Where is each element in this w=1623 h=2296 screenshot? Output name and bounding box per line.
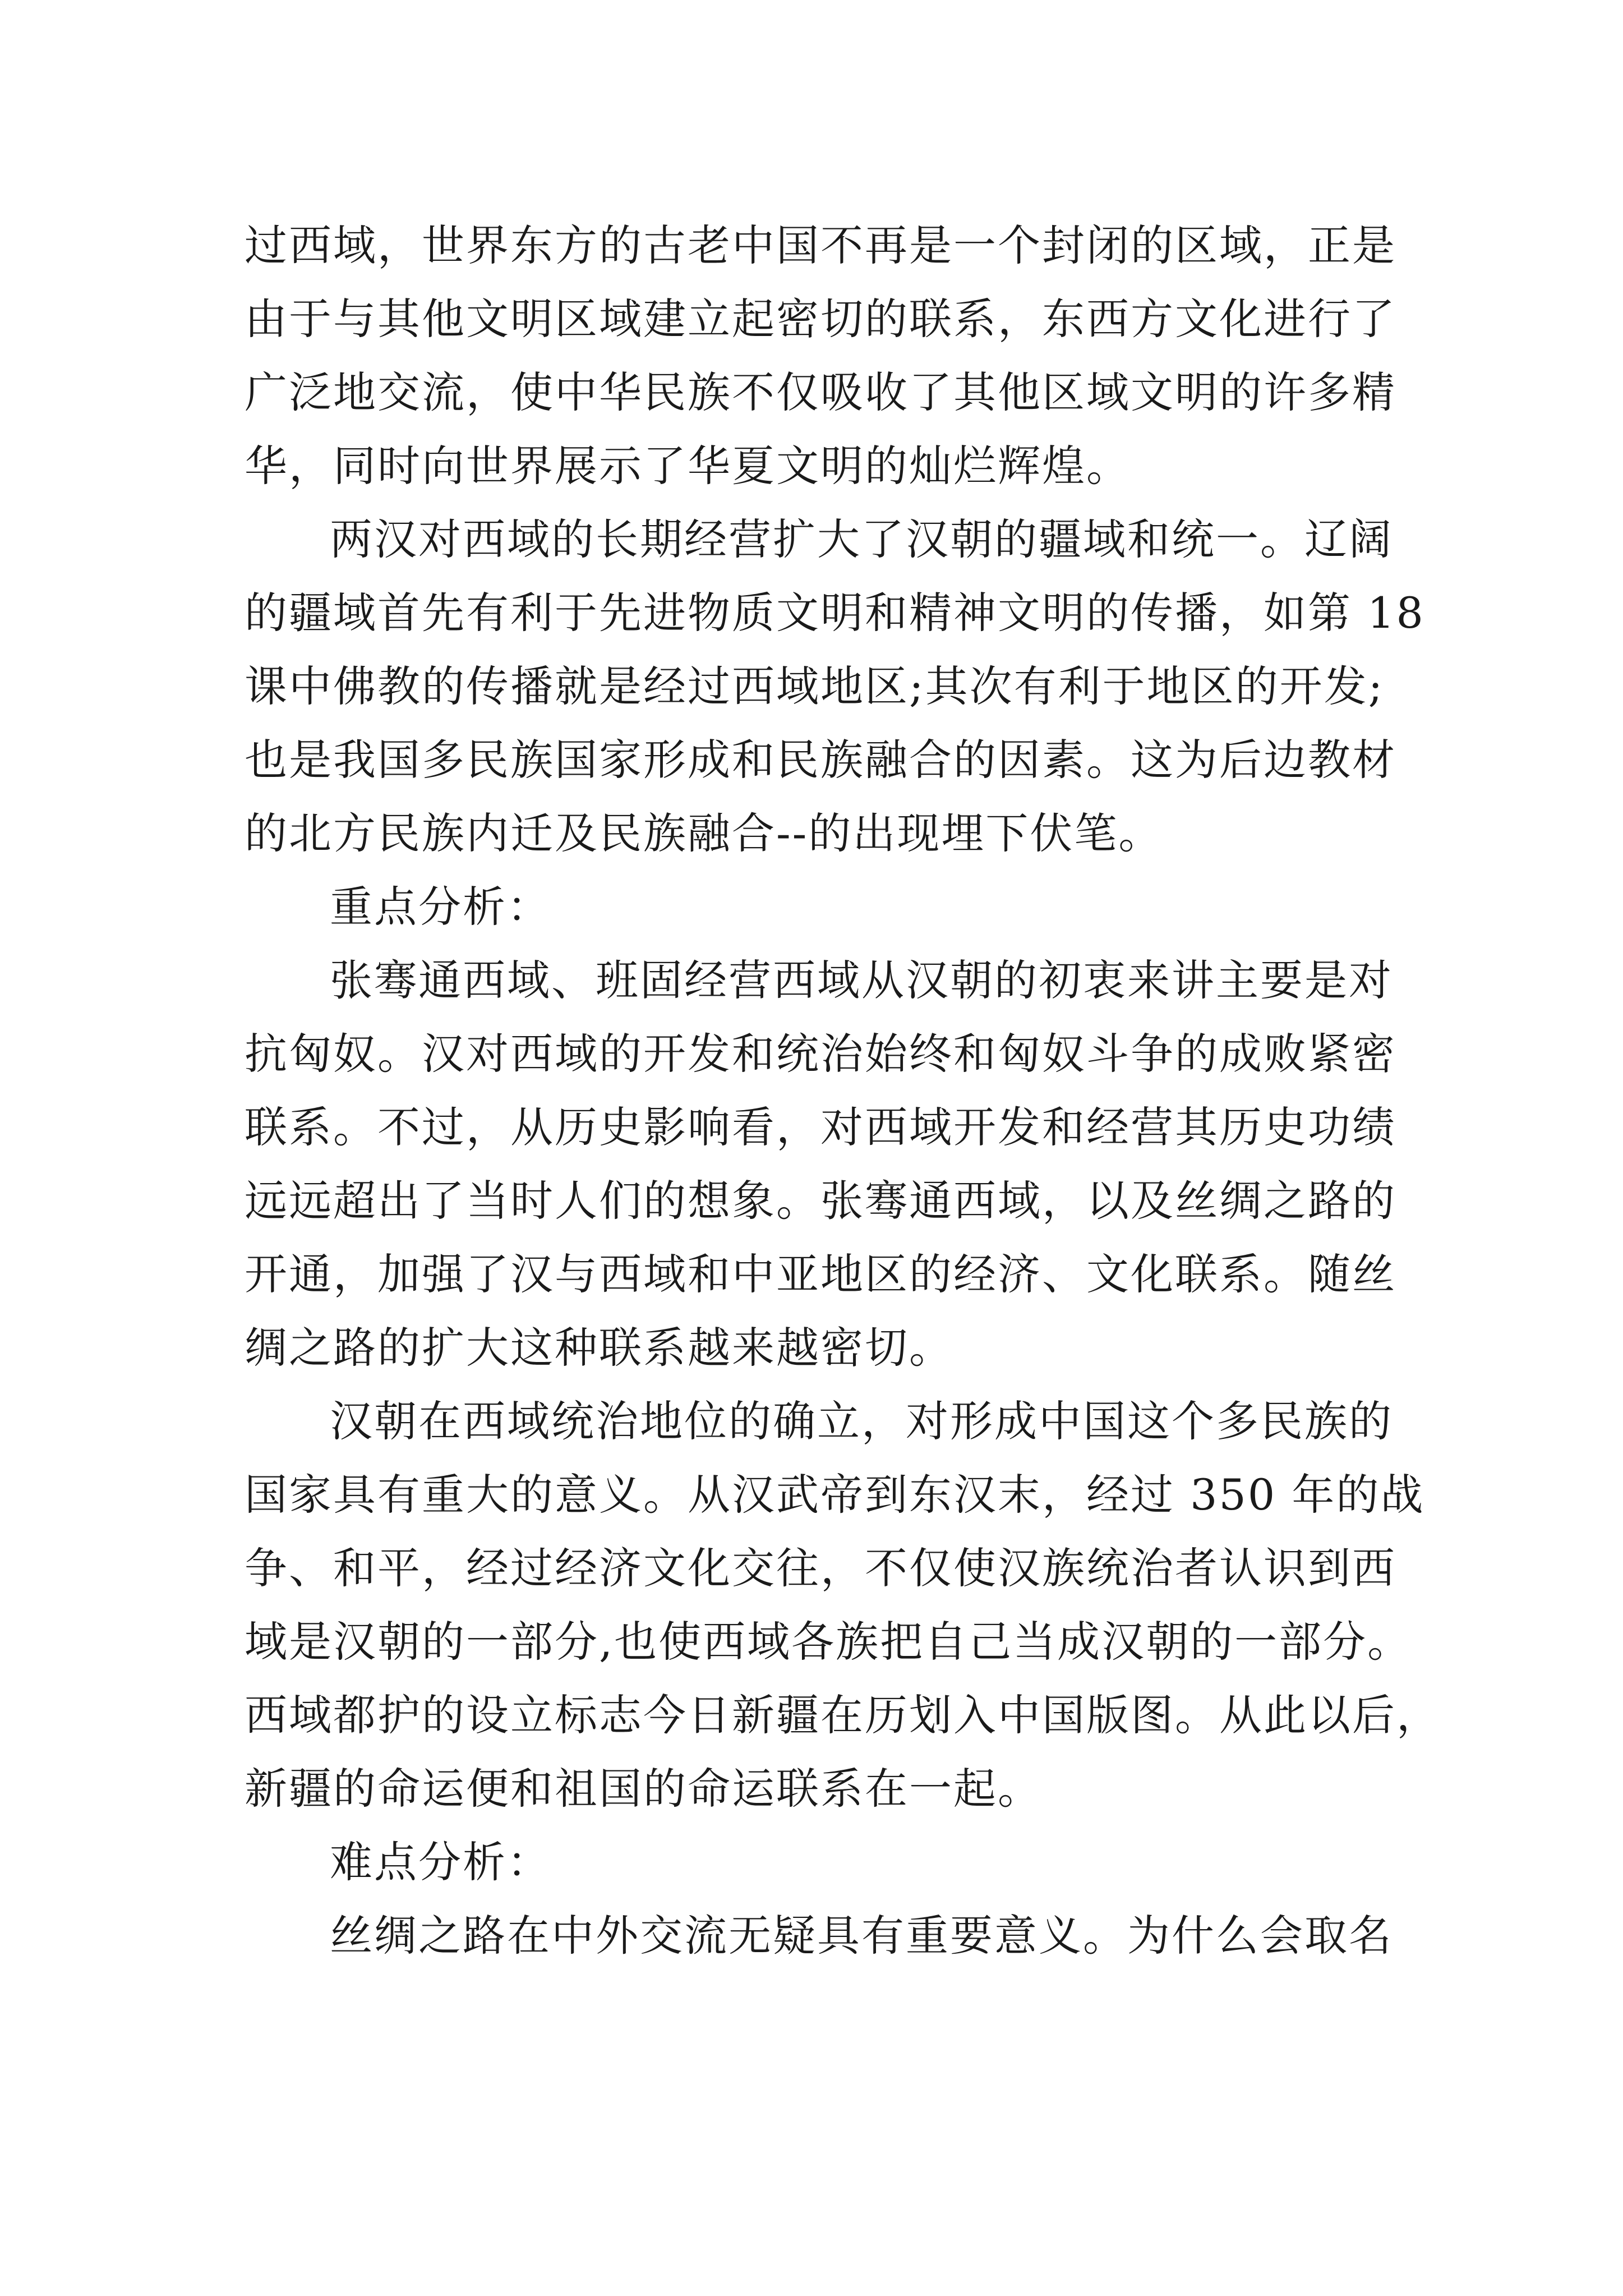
document-body [245, 209, 1441, 1972]
section-heading-key-points: 重点分析： [330, 882, 551, 932]
text-line: 西域都护的设立标志今日新疆在历划入中国版图。从此以后， [245, 1690, 1441, 1740]
text-line: 过西域，世界东方的古老中国不再是一个封闭的区域，正是 [245, 220, 1396, 270]
text-line: 的疆域首先有利于先进物质文明和精神文明的传播，如第 18 [245, 588, 1425, 638]
text-line: 也是我国多民族国家形成和民族融合的因素。这为后边教材 [245, 735, 1396, 785]
text-line: 抗匈奴。汉对西域的开发和统治始终和匈奴斗争的成败紧密 [245, 1029, 1396, 1079]
text-line: 的北方民族内迁及民族融合--的出现埋下伏笔。 [245, 808, 1163, 858]
text-line: 远远超出了当时人们的想象。张骞通西域，以及丝绸之路的 [245, 1176, 1396, 1226]
text-line: 绸之路的扩大这种联系越来越密切。 [245, 1323, 953, 1373]
paragraph-first-line: 两汉对西域的长期经营扩大了汉朝的疆域和统一。辽阔 [330, 514, 1393, 564]
text-line: 广泛地交流，使中华民族不仅吸收了其他区域文明的许多精 [245, 367, 1396, 417]
paragraph-first-line: 丝绸之路在中外交流无疑具有重要意义。为什么会取名 [330, 1911, 1393, 1961]
text-line: 由于与其他文明区域建立起密切的联系，东西方文化进行了 [245, 294, 1396, 344]
section-heading-difficult-points: 难点分析： [330, 1837, 551, 1887]
text-line: 争、和平，经过经济文化交往，不仅使汉族统治者认识到西 [245, 1543, 1396, 1593]
text-line: 国家具有重大的意义。从汉武帝到东汉末，经过 350 年的战 [245, 1470, 1425, 1520]
text-line: 华，同时向世界展示了华夏文明的灿烂辉煌。 [245, 441, 1131, 491]
text-line: 开通，加强了汉与西域和中亚地区的经济、文化联系。随丝 [245, 1249, 1396, 1299]
paragraph-first-line: 张骞通西域、班固经营西域从汉朝的初衷来讲主要是对 [330, 955, 1393, 1005]
text-line: 联系。不过，从历史影响看，对西域开发和经营其历史功绩 [245, 1102, 1396, 1152]
paragraph-first-line: 汉朝在西域统治地位的确立，对形成中国这个多民族的 [330, 1396, 1393, 1446]
text-line: 新疆的命运便和祖国的命运联系在一起。 [245, 1764, 1042, 1814]
text-line: 课中佛教的传播就是经过西域地区;其次有利于地区的开发; [245, 661, 1385, 711]
text-line: 域是汉朝的一部分,也使西域各族把自己当成汉朝的一部分。 [245, 1617, 1412, 1667]
